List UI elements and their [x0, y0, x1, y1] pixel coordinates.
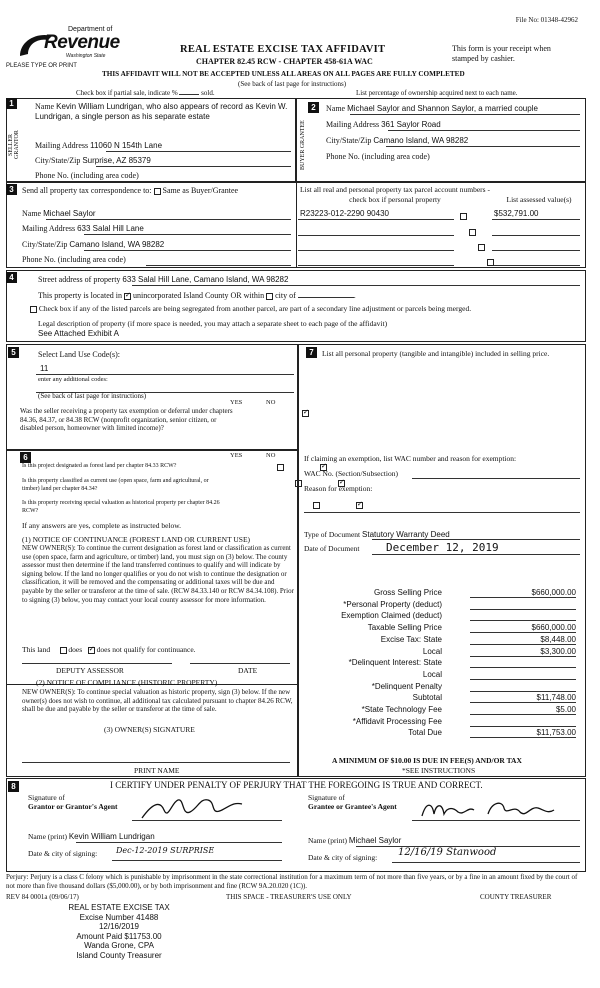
- notice2-title: (2) NOTICE OF COMPLIANCE (HISTORIC PROPERTY): [36, 678, 218, 687]
- s6-no: NO: [266, 452, 276, 459]
- s6-if-yes: If any answers are yes, complete as instructed below.: [22, 521, 182, 530]
- dept-state: Washington State: [66, 53, 106, 59]
- seller-name: [35, 102, 291, 122]
- s3-name-label: Name: [22, 209, 42, 218]
- please-type: PLEASE TYPE OR PRINT: [6, 63, 77, 69]
- warning-banner: THIS AFFIDAVIT WILL NOT BE ACCEPTED UNLESS ALL AREAS ON ALL PAGES ARE FULLY COMPLETED: [102, 70, 465, 78]
- tax-row-value[interactable]: [470, 600, 576, 610]
- list-personal-property: List all personal property (tangible and intangible) included in selling price.: [322, 349, 550, 358]
- wac-label: WAC No. (Section/Subsection): [304, 469, 398, 478]
- city-of-label: city of: [275, 291, 296, 300]
- dept-revenue: Revenue: [44, 32, 120, 53]
- segregated: [30, 304, 471, 313]
- buyer-city-value[interactable]: Camano Island, WA 98282: [373, 136, 469, 145]
- tax-row-label: *Delinquent Penalty: [371, 681, 442, 691]
- see-back-note: (See back of last page for instructions): [238, 80, 347, 88]
- buyer-mail-label: Mailing Address: [326, 120, 380, 129]
- grantor-date-value[interactable]: Dec-12-2019 SURPRISE: [116, 846, 215, 855]
- tax-row-value[interactable]: [470, 658, 576, 668]
- land-use-code[interactable]: 11: [40, 364, 49, 373]
- seller-city-label: City/State/Zip: [35, 156, 81, 165]
- additional-codes: enter any additional codes:: [38, 376, 108, 383]
- does-not-checkbox[interactable]: [88, 647, 95, 654]
- tax-row-value[interactable]: [470, 682, 576, 692]
- receipt-note: This form is your receipt when stamped by cashier.: [452, 44, 551, 63]
- parcel-header: List all real and personal property tax parcel account numbers - check box if personal property: [300, 185, 490, 204]
- partial-sale: [76, 89, 215, 97]
- send-label: Send all property tax correspondence to:: [22, 186, 152, 195]
- tax-row-label: Local: [422, 669, 442, 679]
- land-use-label: Select Land Use Code(s):: [38, 350, 120, 359]
- print-name-label: PRINT NAME: [134, 766, 180, 775]
- tax-row-value[interactable]: $5.00: [470, 705, 576, 715]
- segregated-checkbox[interactable]: [30, 306, 37, 313]
- same-as-buyer-checkbox[interactable]: [154, 188, 161, 195]
- doc-type: [304, 530, 450, 539]
- tax-row-value[interactable]: [470, 670, 576, 680]
- partial-sale-label: Check box if partial sale, indicate %: [76, 89, 178, 97]
- revenue-logo: [18, 26, 118, 64]
- dept-line1: Department of: [68, 26, 113, 33]
- grantor-agent-label: Grantor or Grantor's Agent: [28, 802, 118, 811]
- stamp-line4: Amount Paid $11753.00: [76, 931, 162, 941]
- see-instructions: *SEE INSTRUCTIONS: [402, 766, 476, 775]
- same-as-buyer-label: Same as Buyer/Grantee: [162, 186, 239, 195]
- stamp-line1: REAL ESTATE EXCISE TAX: [68, 903, 170, 912]
- grantee-agent-label: Grantee or Grantee's Agent: [308, 802, 397, 811]
- list-percentage: List percentage of ownership acquired next to each name.: [356, 89, 518, 97]
- legal-description-value[interactable]: See Attached Exhibit A: [38, 329, 119, 338]
- section-4-number: 4: [6, 272, 17, 283]
- tax-row-value[interactable]: $660,000.00: [470, 588, 576, 598]
- grantor-sig-of: Signature of: [28, 793, 65, 802]
- buyer-city: [326, 136, 582, 145]
- s3-mail-label: Mailing Address: [22, 224, 76, 233]
- grantee-sig-block: [308, 793, 397, 811]
- s3-city: [22, 240, 164, 249]
- grantee-name-label: Name (print): [308, 836, 347, 845]
- tax-row-label: Subtotal: [412, 693, 442, 703]
- grantee-name-print: [308, 836, 401, 845]
- county-treasurer: COUNTY TREASURER: [480, 893, 552, 901]
- section-2-number: 2: [308, 102, 319, 113]
- seller-mail-value[interactable]: 11060 N 154th Lane: [90, 141, 163, 150]
- grantor-signature[interactable]: [138, 794, 258, 822]
- grantee-date-city: [308, 853, 377, 862]
- does-label: does: [68, 645, 83, 654]
- section-7-number: 7: [306, 347, 317, 358]
- seller-mailing: [35, 141, 291, 150]
- tax-row-label: *State Technology Fee: [361, 705, 442, 714]
- owner-signature-label: (3) OWNER(S) SIGNATURE: [104, 725, 195, 734]
- located2-label: unincorporated Island County OR within: [132, 291, 265, 300]
- this-land-label: This land: [22, 645, 51, 654]
- seller-city-value[interactable]: Surprise, AZ 85379: [82, 156, 151, 165]
- reason-label: Reason for exemption:: [304, 484, 373, 493]
- s3-city-label: City/State/Zip: [22, 240, 68, 249]
- doc-date-label: Date of Document: [304, 544, 360, 553]
- assessed-value-1[interactable]: $532,791.00: [494, 209, 539, 218]
- buyer-mailing: [326, 120, 582, 129]
- grantee-date-value[interactable]: 12/16/19 Stanwood: [398, 847, 497, 858]
- buyer-name-value[interactable]: Michael Saylor and Shannon Saylor, a married couple: [347, 104, 538, 113]
- s3-mail-value[interactable]: 633 Salal Hill Lane: [77, 224, 144, 233]
- grantor-name-value[interactable]: Kevin William Lundrigan: [68, 832, 155, 841]
- buyer-city-label: City/State/Zip: [326, 136, 372, 145]
- tax-row-label: Taxable Selling Price: [367, 623, 442, 633]
- section-6-number: 6: [20, 452, 31, 463]
- rev-number: REV 84 0001a (09/06/17): [6, 893, 79, 901]
- tax-row-label: *Delinquent Interest: State: [348, 658, 442, 668]
- form-chapter: CHAPTER 82.45 RCW - CHAPTER 458-61A WAC: [196, 57, 373, 66]
- section-5-number: 5: [8, 347, 19, 358]
- doc-type-label: Type of Document: [304, 530, 361, 539]
- personal-property-checkbox-4[interactable]: [487, 259, 494, 266]
- minimum-due: A MINIMUM OF $10.00 IS DUE IN FEE(S) AND/OR TAX: [332, 756, 522, 765]
- personal-property-checkbox-2[interactable]: [469, 229, 476, 236]
- grantor-date-city: [28, 849, 97, 858]
- personal-property-checkbox-3[interactable]: [478, 244, 485, 251]
- perjury-statement: Perjury: Perjury is a class C felony which is punishable by imprisonment in the state correctional institution for a maximum term of not more than five years, or by a fine in an amount fixed by the court of not more than five thousand dollars ($5,000.00), or by both imprisonment and fine (RCW 9A.20.020 (1C)).: [6, 873, 578, 890]
- tax-row-label: Gross Selling Price: [373, 588, 442, 597]
- tax-row-value[interactable]: $3,300.00: [470, 647, 576, 657]
- exemption-question: Was the seller receiving a property tax exemption or deferral under chapters 84.36, 84.37, or 84.38 RCW (nonprofit organization, senior citizen, or disabled person, homeowner with limited income)?: [20, 407, 233, 432]
- city-of-checkbox[interactable]: [266, 293, 273, 300]
- s5-yes: YES: [230, 399, 243, 406]
- s3-divider: [296, 182, 297, 268]
- buyer-name: [326, 104, 582, 113]
- buyer-name-label: Name: [326, 104, 346, 113]
- tax-row-label: Exemption Claimed (deduct): [341, 611, 442, 621]
- stamp-line5: Wanda Grone, CPA: [84, 941, 154, 950]
- s3-phone-label: Phone No. (including area code): [22, 255, 126, 264]
- located-label: This property is located in: [38, 291, 122, 300]
- partial-sale-sold: sold.: [201, 89, 215, 97]
- seller-phone-label: Phone No. (including area code): [35, 171, 139, 180]
- s6-q1: Is this project designated as forest land per chapter 84.33 RCW?: [22, 463, 177, 469]
- does-not-label: does not qualify for continuance.: [96, 645, 196, 654]
- s6-yes: YES: [230, 452, 243, 459]
- s5-no: NO: [266, 399, 276, 406]
- doc-type-value[interactable]: Statutory Warranty Deed: [362, 530, 450, 539]
- certify-statement: I CERTIFY UNDER PENALTY OF PERJURY THAT THE FOREGOING IS TRUE AND CORRECT.: [110, 780, 483, 790]
- personal-property-checkbox-1[interactable]: [460, 213, 467, 220]
- seller-city: [35, 156, 291, 165]
- grantor-sig-block: [28, 793, 118, 811]
- s3-name: [22, 209, 96, 218]
- buyer-mail-value[interactable]: 361 Saylor Road: [381, 120, 441, 129]
- s3-phone: [22, 255, 126, 264]
- grantor-name-print: [28, 832, 155, 841]
- form-title: REAL ESTATE EXCISE TAX AFFIDAVIT: [180, 44, 386, 55]
- assessed-header: List assessed value(s): [506, 195, 572, 204]
- tax-row-label: Total Due: [408, 728, 442, 738]
- send-correspondence: [22, 186, 238, 195]
- tax-row-value[interactable]: [470, 611, 576, 621]
- forest-yes-checkbox[interactable]: [277, 464, 284, 471]
- tax-row-label: Local: [422, 646, 442, 656]
- tax-row-label: *Personal Property (deduct): [343, 599, 442, 609]
- s6-q3: Is this property receiving special valuation as historical property per chapter 84.26 RCW?: [22, 500, 220, 514]
- doc-date-value[interactable]: December 12, 2019: [386, 541, 499, 554]
- street-label: Street address of property: [38, 275, 121, 284]
- grantee-sig-of: Signature of: [308, 793, 345, 802]
- grantor-name-label: Name (print): [28, 832, 67, 841]
- s6-outline-extend: [6, 685, 298, 777]
- seller-name-value[interactable]: Kevin William Lundrigan, who also appears of record as Kevin W. Lundrigan, a single person as his separate estate: [35, 102, 288, 121]
- street-address: [38, 275, 288, 284]
- s3-city-value[interactable]: Camano Island, WA 98282: [69, 240, 165, 249]
- s3-name-value[interactable]: Michael Saylor: [43, 209, 96, 218]
- buyer-phone-label: Phone No. (including area code): [326, 152, 430, 161]
- tax-row-value[interactable]: $11,753.00: [470, 728, 576, 738]
- parcel-number-1[interactable]: R23223-012-2290 90430: [300, 209, 389, 218]
- tax-row-value[interactable]: $660,000.00: [470, 623, 576, 633]
- grantee-signature[interactable]: [418, 796, 558, 822]
- treasurer-space: THIS SPACE - TREASURER'S USE ONLY: [226, 893, 352, 901]
- notice1-title: (1) NOTICE OF CONTINUANCE (FOREST LAND OR CURRENT USE): [22, 535, 251, 544]
- stamp-line6: Island County Treasurer: [76, 950, 162, 960]
- seller-name-label: Name: [35, 102, 55, 111]
- stamp-line2: Excise Number 41488: [79, 912, 159, 922]
- tax-row-label: Excise Tax: State: [380, 634, 442, 644]
- s3-mailing: [22, 224, 144, 233]
- tax-row-value[interactable]: $11,748.00: [470, 693, 576, 703]
- doc-date: [304, 544, 359, 553]
- section-8-number: 8: [8, 781, 19, 792]
- this-land: [22, 645, 196, 654]
- section-1-number: 1: [6, 98, 17, 109]
- notice1-body: NEW OWNER(S): To continue the current designation as forest land or classification as current use (open space, farm and agriculture, or timber) land, you must sign on (3) below. The county assessor must then determine if the land transferred continues to qualify and will indicate by signing below. If the land no longer qualifies or you do not wish to continue the designation or classification, it will be removed and the compensating or additional taxes will be due and payable by the seller or transferor at the time of sale. (RCW 84.33.140 or RCW 84.34.108). Prior to signing (3) below, you may contact your local county assessor for more information.: [22, 544, 294, 604]
- unincorporated-checkbox[interactable]: [124, 293, 131, 300]
- s5-see-back: (See back of last page for instructions): [38, 392, 147, 400]
- tax-row-value[interactable]: [470, 717, 576, 727]
- does-checkbox[interactable]: [60, 647, 67, 654]
- grantee-name-value[interactable]: Michael Saylor: [348, 836, 402, 845]
- deputy-assessor-label: DEPUTY ASSESSOR: [56, 666, 124, 675]
- tax-row-value[interactable]: $8,448.00: [470, 635, 576, 645]
- section-3-number: 3: [6, 184, 17, 195]
- notice2-body: NEW OWNER(S): To continue special valuation as historic property, sign (3) below. If the new owner(s) does not wish to continue, all additional tax calculated pursuant to chapter 84.26 RCW, shall be due and payable by the seller or transferor at the time of sale.: [22, 688, 293, 714]
- property-location: This property is located in ✓ unincorporated Island County OR within city of .: [38, 291, 356, 300]
- stamp-line3: 12/16/2019: [98, 922, 140, 931]
- file-number: File No: 01348-42962: [515, 16, 578, 24]
- segregated-label: Check box if any of the listed parcels are being segregated from another parcel, are part of a secondary line adjustment or parcels being merged.: [38, 304, 472, 313]
- seller-grantor-label: SELLER GRANTOR: [8, 130, 20, 160]
- s6-q2: Is this property classified as current use (open space, farm and agricultural, or timber) land per chapter 84.34?: [22, 478, 209, 492]
- claiming-exemption: If claiming an exemption, list WAC number and reason for exemption:: [304, 454, 517, 463]
- treasurer-stamp: [54, 903, 184, 960]
- tax-row-label: *Affidavit Processing Fee: [352, 716, 442, 726]
- street-value[interactable]: 633 Salal Hill Lane, Camano Island, WA 98282: [122, 275, 289, 284]
- grantee-date-label: Date & city of signing:: [308, 853, 378, 862]
- buyer-grantee-label: BUYER GRANTEE: [300, 120, 306, 170]
- seller-mail-label: Mailing Address: [35, 141, 89, 150]
- grantor-date-label: Date & city of signing:: [28, 849, 98, 858]
- legal-description-label: Legal description of property (if more space is needed, you may attach a separate sheet to each page of the affidavit): [38, 319, 388, 328]
- date-label: DATE: [238, 666, 258, 675]
